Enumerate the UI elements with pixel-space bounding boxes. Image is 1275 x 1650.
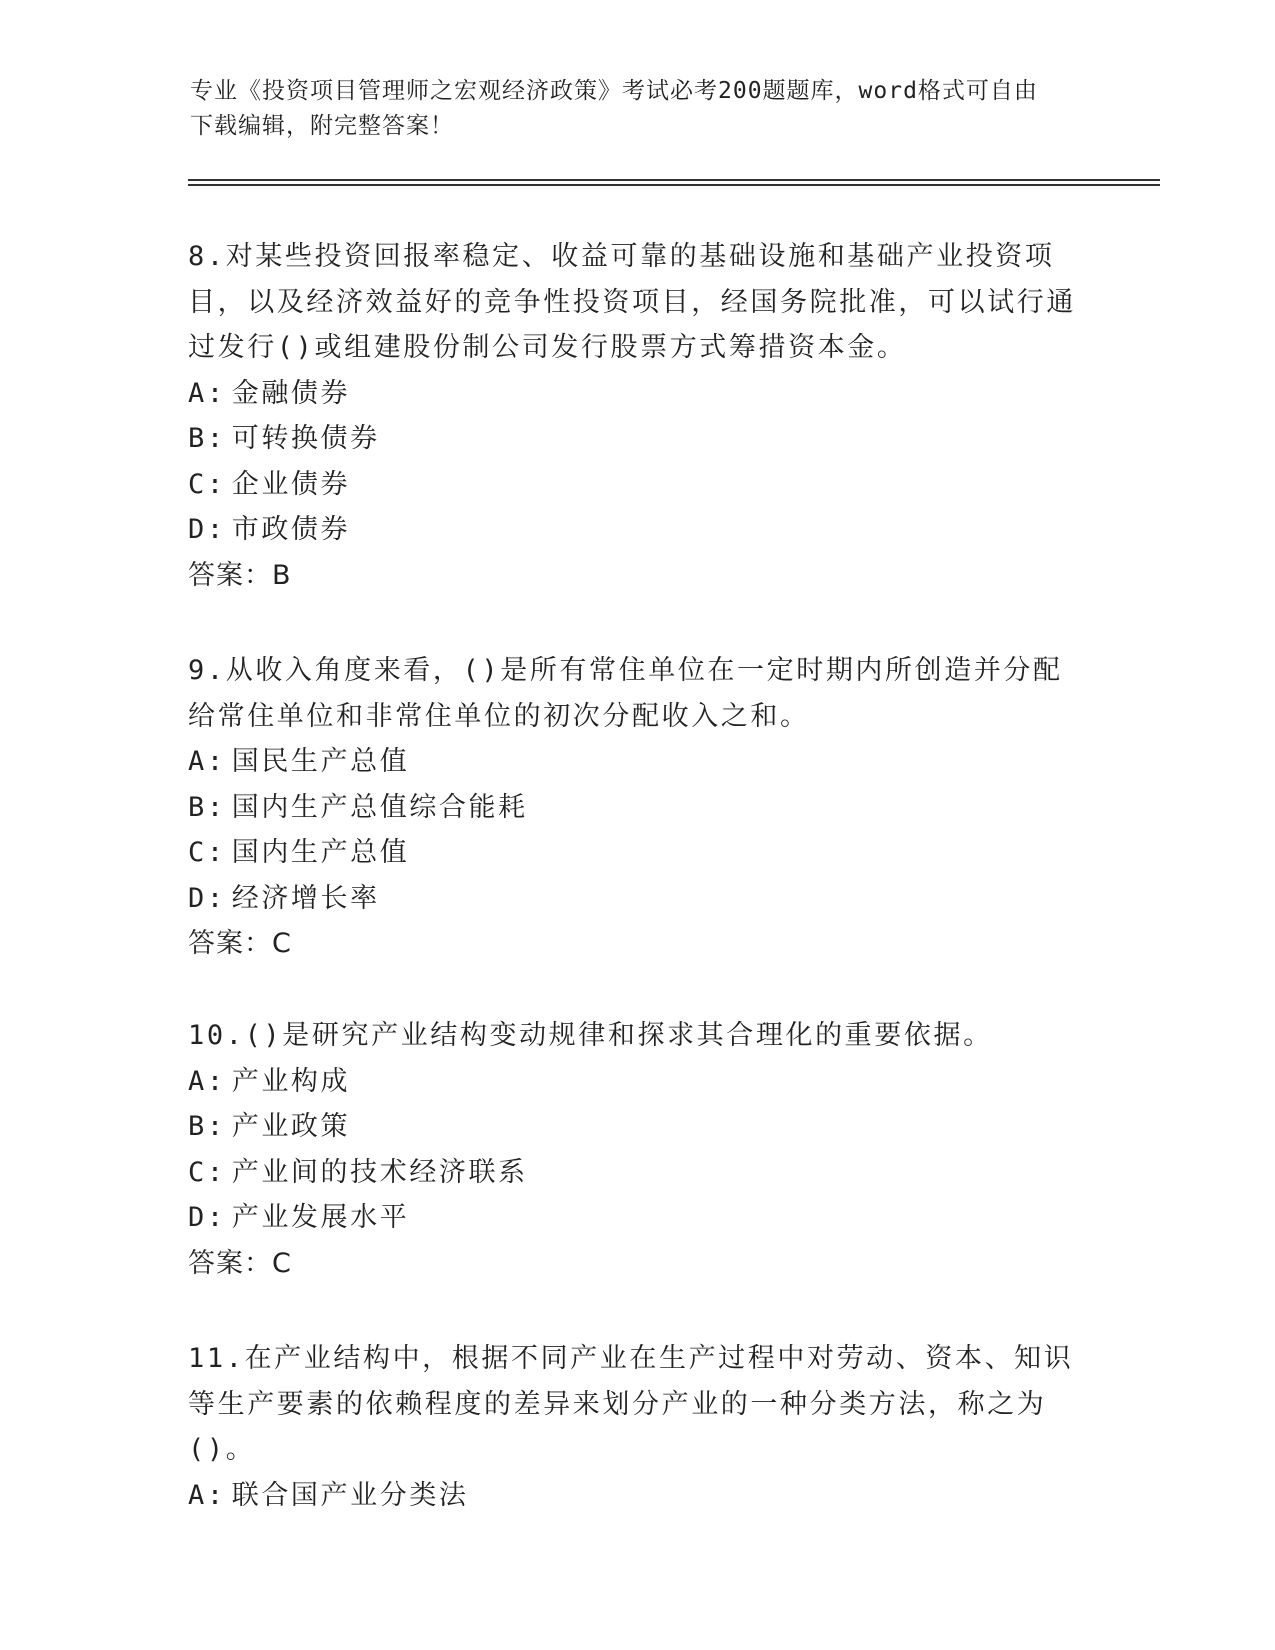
option-c xyxy=(188,1150,1088,1196)
question-stem: 10.()是研究产业结构变动规律和探求其合理化的重要依据。 xyxy=(188,1020,993,1051)
option-text: 市政债券 xyxy=(231,514,351,545)
option-label: A: xyxy=(188,377,226,409)
option-text: 产业发展水平 xyxy=(231,1202,410,1233)
question-11 xyxy=(188,1336,1088,1518)
option-c xyxy=(188,462,1088,508)
header-line-2: 下载编辑，附完整答案！ xyxy=(190,113,454,139)
option-text: 国民生产总值 xyxy=(231,746,410,777)
option-text: 联合国产业分类法 xyxy=(231,1479,469,1511)
question-9 xyxy=(188,648,1088,967)
question-stem: 9.从收入角度来看，()是所有常住单位在一定时期内所创造并分配给常住单位和非常住单位的初次分配收入之和。 xyxy=(188,655,1063,732)
option-label: C: xyxy=(188,837,226,868)
option-text: 可转换债券 xyxy=(231,423,380,454)
question-stem: 8.对某些投资回报率稳定、收益可靠的基础设施和基础产业投资项目，以及经济效益好的竞争性投资项目，经国务院批准，可以试行通过发行()或组建股份制公司发行股票方式筹措资本金。 xyxy=(188,241,1076,363)
option-text: 产业间的技术经济联系 xyxy=(231,1156,528,1188)
option-a xyxy=(188,739,1088,785)
option-label: A: xyxy=(188,1065,226,1097)
option-a xyxy=(188,371,1088,417)
option-d xyxy=(188,876,1088,922)
option-label: C: xyxy=(188,468,226,500)
option-text: 经济增长率 xyxy=(231,882,380,914)
option-a xyxy=(188,1473,1088,1519)
option-label: D: xyxy=(188,514,226,545)
option-a xyxy=(188,1059,1088,1105)
option-text: 产业构成 xyxy=(231,1065,351,1097)
option-label: A: xyxy=(188,746,226,777)
option-b xyxy=(188,1104,1088,1150)
question-8 xyxy=(188,234,1088,598)
option-label: D: xyxy=(188,882,226,914)
option-text: 产业政策 xyxy=(231,1111,351,1142)
header-divider-bottom xyxy=(188,184,1160,186)
option-b xyxy=(188,785,1088,831)
option-label: A: xyxy=(188,1479,226,1511)
option-c xyxy=(188,830,1088,876)
option-label: D: xyxy=(188,1202,226,1233)
option-label: B: xyxy=(188,791,226,823)
option-text: 企业债券 xyxy=(231,468,351,500)
option-b xyxy=(188,416,1088,462)
option-label: B: xyxy=(188,423,226,454)
answer-text: 答案：B xyxy=(188,559,292,591)
option-d xyxy=(188,507,1088,553)
option-label: B: xyxy=(188,1111,226,1142)
question-10 xyxy=(188,1013,1088,1286)
option-text: 金融债券 xyxy=(231,377,351,409)
header-line-1: 专业《投资项目管理师之宏观经济政策》考试必考200题题库，word格式可自由 xyxy=(190,78,1038,104)
option-d xyxy=(188,1195,1088,1241)
header-divider-top xyxy=(188,179,1160,181)
option-text: 国内生产总值 xyxy=(231,837,410,868)
answer-text: 答案：C xyxy=(188,928,292,959)
option-label: C: xyxy=(188,1156,226,1188)
document-header xyxy=(190,74,1070,144)
answer-text: 答案：C xyxy=(188,1247,292,1279)
option-text: 国内生产总值综合能耗 xyxy=(231,791,528,823)
question-stem: 11.在产业结构中，根据不同产业在生产过程中对劳动、资本、知识等生产要素的依赖程度的差异来划分产业的一种分类方法，称之为()。 xyxy=(188,1343,1074,1465)
